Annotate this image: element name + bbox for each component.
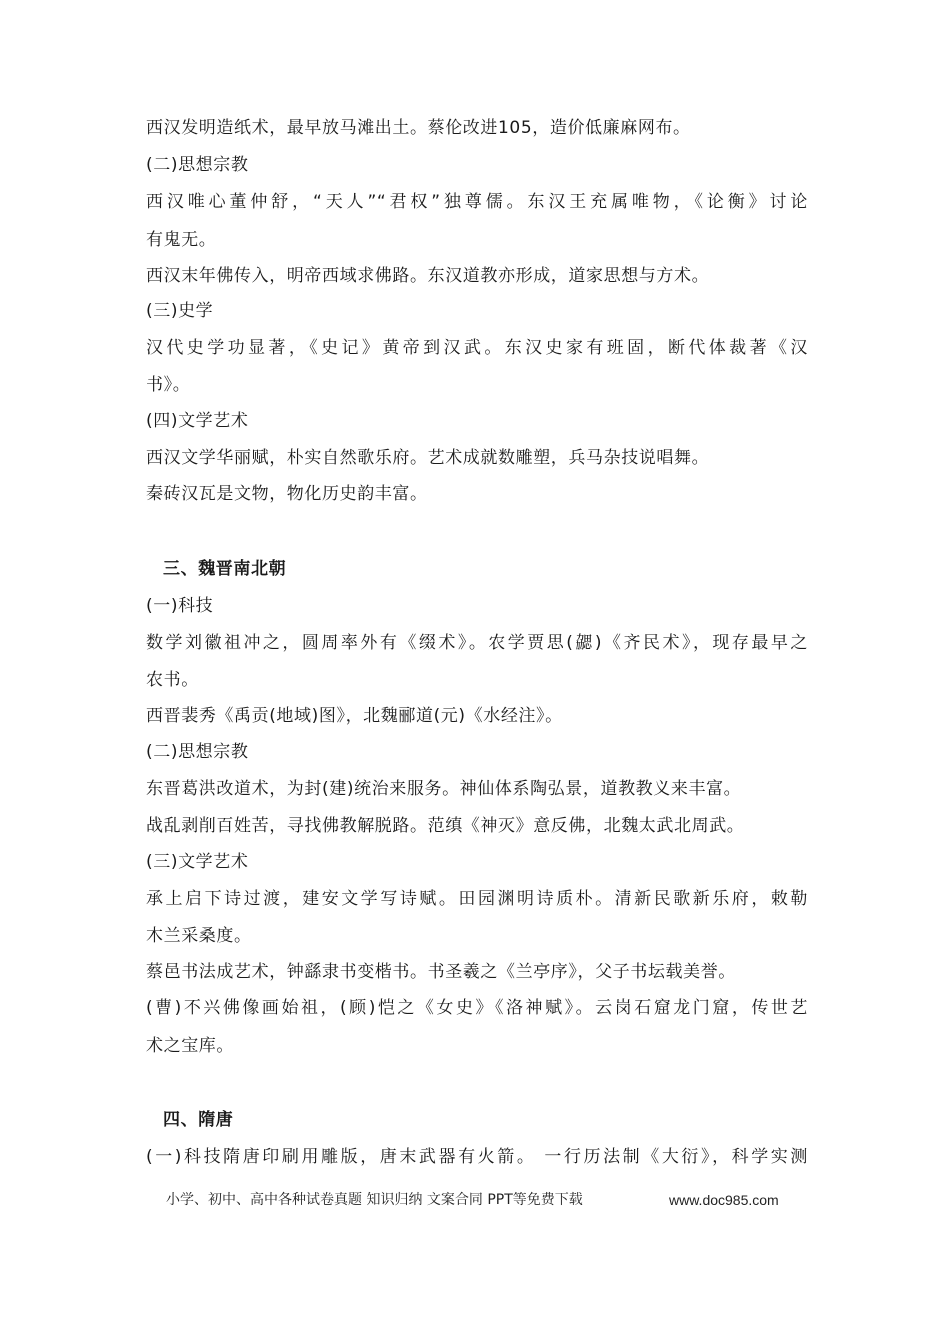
paragraph-line: (曹)不兴佛像画始祖，(顾)恺之《女史》《洛神赋》。云岗石窟龙门窟，传世艺 [146, 998, 808, 1018]
paragraph-line: 东晋葛洪改道术，为封(建)统治来服务。神仙体系陶弘景，道教教义来丰富。 [146, 779, 742, 799]
footer-url[interactable]: www.doc985.com [669, 1192, 779, 1208]
subsection-heading: (三)史学 [146, 301, 214, 321]
paragraph-line: 木兰采桑度。 [146, 926, 252, 946]
footer-text: 小学、初中、高中各种试卷真题 知识归纳 文案合同 PPT等免费下载 [166, 1192, 583, 1208]
paragraph-line: 承上启下诗过渡，建安文学写诗赋。田园渊明诗质朴。清新民歌新乐府，敕勒 [146, 889, 808, 909]
paragraph-line: 书》。 [146, 375, 191, 395]
subsection-heading: (四)文学艺术 [146, 411, 249, 431]
paragraph-line: 有鬼无。 [146, 230, 217, 250]
paragraph-line: 数学刘徽祖冲之，圆周率外有《缀术》。农学贾思(勰)《齐民术》，现存最早之 [146, 633, 808, 653]
paragraph-line: 西汉文学华丽赋，朴实自然歌乐府。艺术成就数雕塑，兵马杂技说唱舞。 [146, 448, 710, 468]
subsection-heading: (二)思想宗教 [146, 742, 249, 762]
paragraph-line: 蔡邑书法成艺术，钟繇隶书变楷书。书圣羲之《兰亭序》，父子书坛载美誉。 [146, 962, 736, 982]
subsection-heading: (一)科技 [146, 596, 214, 616]
section-heading: 四、隋唐 [163, 1110, 234, 1130]
paragraph-line: 战乱剥削百姓苦，寻找佛教解脱路。范缜《神灭》意反佛，北魏太武北周武。 [146, 816, 745, 836]
paragraph-line: 西汉末年佛传入，明帝西域求佛路。东汉道教亦形成，道家思想与方术。 [146, 266, 710, 286]
section-heading: 三、魏晋南北朝 [163, 559, 287, 579]
page-footer [166, 1189, 806, 1211]
subsection-heading: (三)文学艺术 [146, 852, 249, 872]
paragraph-line: 西晋裴秀《禹贡(地域)图》，北魏郦道(元)《水经注》。 [146, 706, 563, 726]
paragraph-line: 汉代史学功显著，《史记》黄帝到汉武。东汉史家有班固，断代体裁著《汉 [146, 338, 808, 358]
paragraph-line: 西汉发明造纸术，最早放马滩出土。蔡伦改进105，造价低廉麻网布。 [146, 118, 691, 138]
paragraph-line: 术之宝库。 [146, 1036, 234, 1056]
paragraph-line: 西汉唯心董仲舒，“天人”“君权”独尊儒。东汉王充属唯物，《论衡》讨论 [146, 192, 808, 212]
paragraph-line: 秦砖汉瓦是文物，物化历史韵丰富。 [146, 484, 428, 504]
paragraph-line: (一)科技隋唐印刷用雕版，唐末武器有火箭。 一行历法制《大衍》，科学实测 [146, 1147, 808, 1167]
subsection-heading: (二)思想宗教 [146, 155, 249, 175]
paragraph-line: 农书。 [146, 670, 199, 690]
